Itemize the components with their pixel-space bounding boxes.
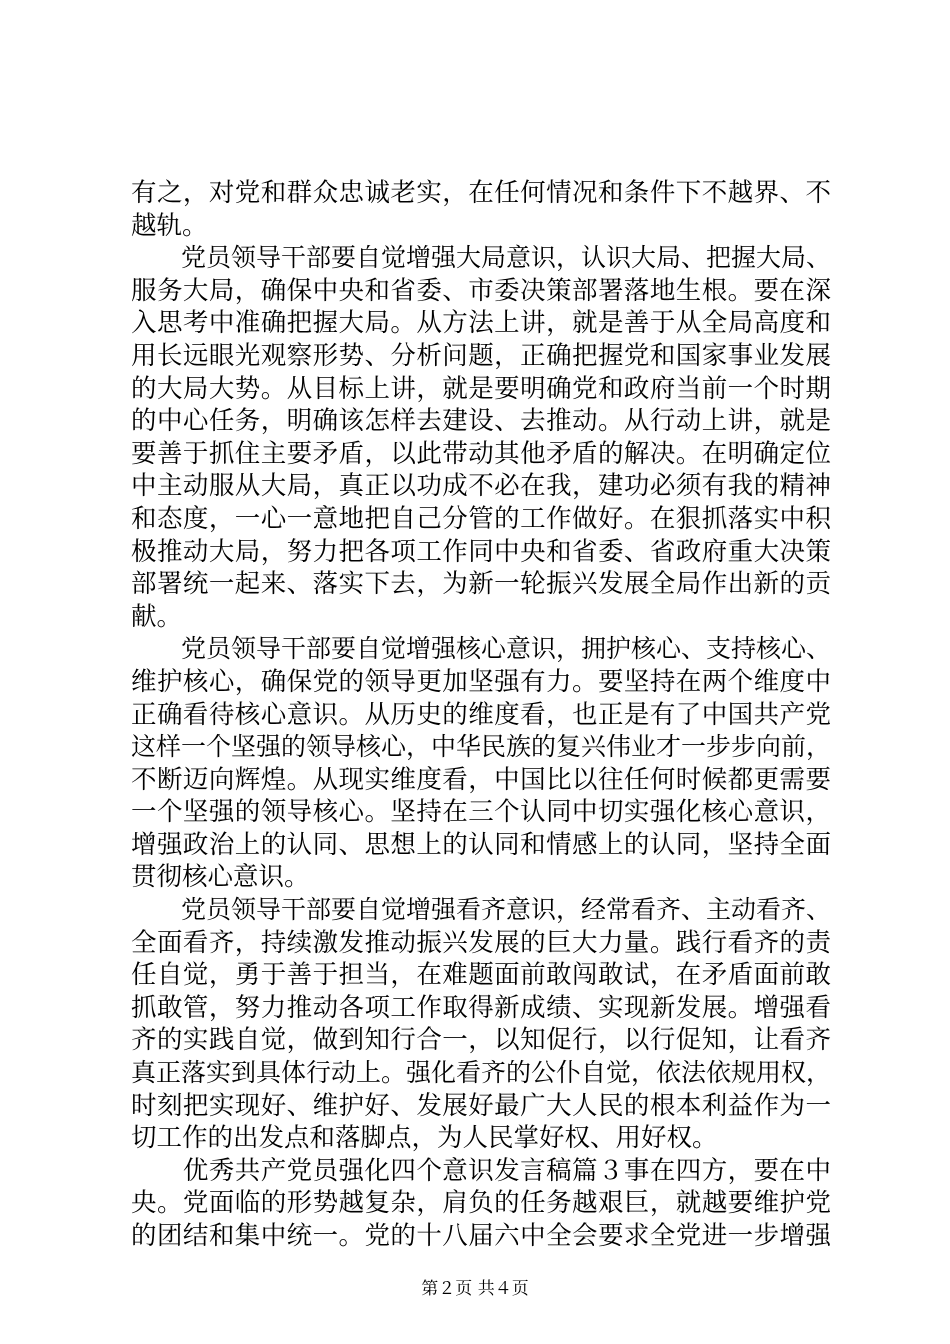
text-line: 切工作的出发点和落脚点，为人民掌好权、用好权。: [131, 1123, 718, 1154]
text-line: 贯彻核心意识。: [131, 862, 310, 893]
text-line: 抓敢管，努力推动各项工作取得新成绩、实现新发展。增强看: [131, 992, 831, 1023]
text-line: 有之，对党和群众忠诚老实，在任何情况和条件下不越界、不: [131, 178, 831, 208]
text-line: 优秀共产党员强化四个意识发言稿篇３事在四方，要在中: [131, 1155, 831, 1186]
text-line: 的团结和集中统一。党的十八届六中全会要求全党进一步增强: [131, 1221, 831, 1251]
text-line: 的中心任务，明确该怎样去建设、去推动。从行动上讲，就是: [131, 406, 831, 437]
text-line: 献。: [131, 601, 183, 632]
text-line: 任自觉，勇于善于担当，在难题面前敢闯敢试，在矛盾面前敢: [131, 960, 831, 991]
text-line: 正确看待核心意识。从历史的维度看，也正是有了中国共产党: [131, 699, 831, 730]
text-line: 党员领导干部要自觉增强核心意识，拥护核心、支持核心、: [131, 634, 831, 664]
text-line: 极推动大局，努力把各项工作同中央和省委、省政府重大决策: [131, 536, 831, 567]
text-line: 全面看齐，持续激发推动振兴发展的巨大力量。践行看齐的责: [131, 927, 831, 958]
text-line: 的大局大势。从目标上讲，就是要明确党和政府当前一个时期: [131, 373, 831, 404]
text-line: 不断迈向辉煌。从现实维度看，中国比以往任何时候都更需要: [131, 764, 831, 795]
text-line: 真正落实到具体行动上。强化看齐的公仆自觉，依法依规用权，: [131, 1058, 831, 1088]
text-line: 要善于抓住主要矛盾，以此带动其他矛盾的解决。在明确定位: [131, 438, 831, 469]
text-line: 一个坚强的领导核心。坚持在三个认同中切实强化核心意识，: [131, 797, 831, 828]
text-line: 增强政治上的认同、思想上的认同和情感上的认同，坚持全面: [131, 829, 831, 860]
text-line: 党员领导干部要自觉增强看齐意识，经常看齐、主动看齐、: [131, 895, 831, 925]
text-line: 和态度，一心一意地把自己分管的工作做好。在狠抓落实中积: [131, 503, 831, 534]
text-line: 党员领导干部要自觉增强大局意识，认识大局、把握大局、: [131, 243, 831, 273]
text-line: 越轨。: [131, 210, 208, 241]
text-line: 齐的实践自觉，做到知行合一，以知促行，以行促知，让看齐: [131, 1025, 831, 1056]
text-line: 这样一个坚强的领导核心，中华民族的复兴伟业才一步步向前，: [131, 732, 831, 762]
page-footer: 第２页 共４页: [421, 1279, 529, 1299]
text-line: 中主动服从大局，真正以功成不必在我，建功必须有我的精神: [131, 471, 831, 502]
text-line: 服务大局，确保中央和省委、市委决策部署落地生根。要在深: [131, 275, 831, 306]
text-line: 部署统一起来、落实下去，为新一轮振兴发展全局作出新的贡: [131, 569, 831, 600]
text-line: 时刻把实现好、维护好、发展好最广大人民的根本利益作为一: [131, 1090, 831, 1121]
text-line: 入思考中准确把握大局。从方法上讲，就是善于从全局高度和: [131, 308, 831, 339]
document-body: [131, 177, 831, 1253]
text-line: 央。党面临的形势越复杂，肩负的任务越艰巨，就越要维护党: [131, 1188, 831, 1219]
text-line: 用长远眼光观察形势、分析问题，正确把握党和国家事业发展: [131, 340, 831, 371]
text-line: 维护核心，确保党的领导更加坚强有力。要坚持在两个维度中: [131, 666, 831, 697]
